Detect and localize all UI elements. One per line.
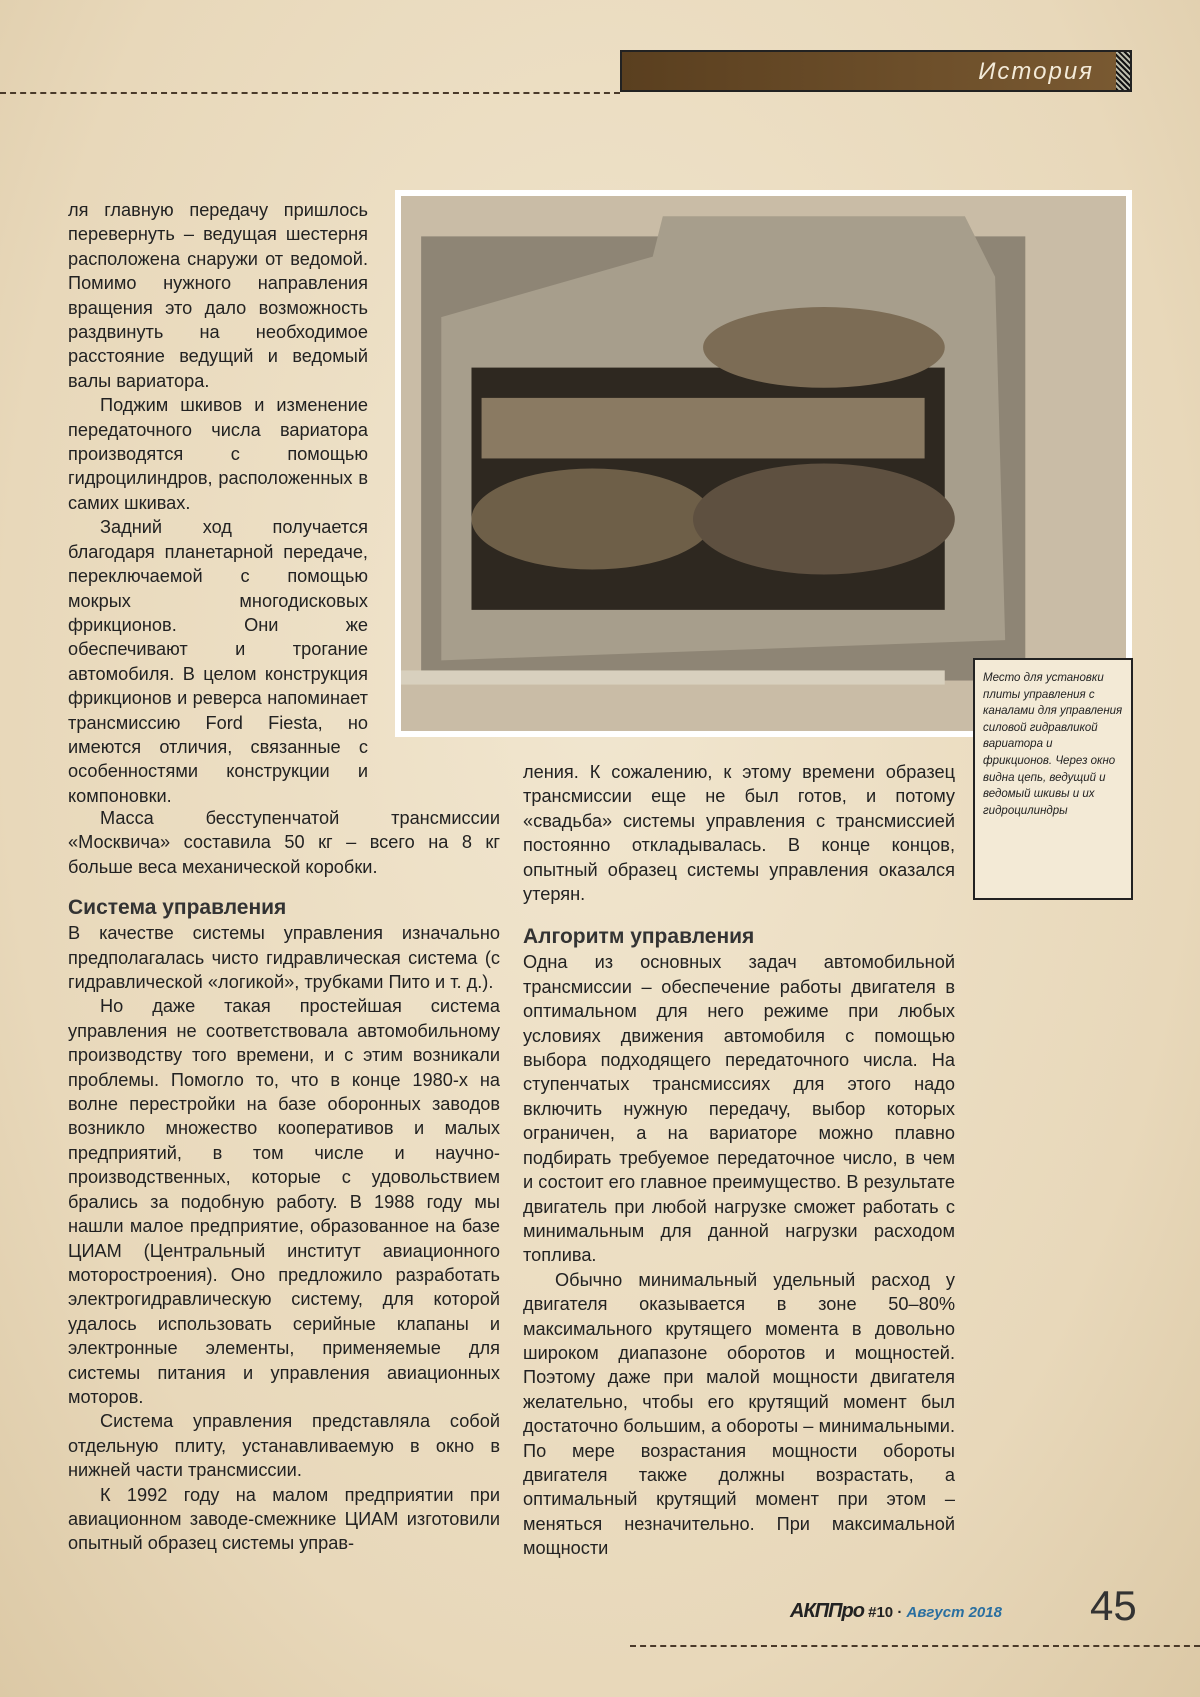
paragraph: Обычно минимальный удельный расход у двигателя оказывается в зоне 50–80% максимального крутящего момента в довольно широком диапазоне оборотов и мощностей. Поэтому даже при малой мощности двигателя желательно, чтобы его крутящий момент был достаточно большим, а обороты – минимальными. По мере возрастания мощности обороты двигателя также должны возрастать, а оптимальный крутящий момент при этом – меняться незначительно. При максимальной мощности xyxy=(523,1269,955,1559)
magazine-logo: АКППро xyxy=(790,1600,864,1622)
paragraph: Задний ход получается благодаря планетарной передаче, переключаемой с помощью мокрых многодисковых фрикционов. Они же обеспечивают и трогание автомобиля. В целом конструкция фрикционов и реверса напоминает трансмиссию Ford Fiesta, но имеются отличия, связанные с особенностями конструкции и компоновки. xyxy=(68,517,368,806)
section-title: История xyxy=(978,58,1094,85)
paragraph: Поджим шкивов и изменение передаточного числа вариатора производятся с помощью гидроцилиндров, расположенных в самих шкивах. xyxy=(68,395,368,513)
page-number: 45 xyxy=(1090,1582,1137,1629)
paragraph: ления. К сожалению, к этому времени образец трансмиссии еще не был готов, и потому «свадьба» системы управления с трансмиссией постоянно откладывалась. В конце концов, опытный образец системы управления оказался утерян. xyxy=(523,762,955,905)
paragraph: Одна из основных задач автомобильной трансмиссии – обеспечение работы двигателя в оптимальном для него режиме при любых условиях движения автомобиля с помощью выбора подходящего передаточного числа. На ступенчатых трансмиссиях для этого надо включить нужную передачу, выбор которых ограничен, а на вариаторе можно плавно подбирать требуемое передаточное число, в чем и состоит его главное преимущество. В результате двигатель при любой нагрузке сможет работать с минимальным для данной нагрузки расходом топлива. xyxy=(523,952,955,1266)
footer-rule xyxy=(630,1645,1200,1647)
paragraph: К 1992 году на малом предприятии при авиационном заводе-смежнике ЦИАМ изготовили опытный образец системы управ- xyxy=(68,1484,500,1554)
paragraph: Но даже такая простейшая система управления не соответствовала автомобильному производству того времени, и с этим возникали проблемы. Помогло то, что в конце 1980-х на волне перестройки на базе оборонных заводов возникло множество кооперативов и малых предприятий, в том числе и научно-производственных, которые с удовольствием брались за подобную работу. В 1988 году мы нашли малое предприятие, образованное на базе ЦИАМ (Центральный институт авиационного моторостроения). Оно предложило разработать электрогидравлическую систему, для которой удалось использовать серийные клапаны и электронные элементы, применяемые для системы питания и управления авиационных моторов. xyxy=(68,996,500,1407)
paragraph: ля главную передачу пришлось перевернуть – ведущая шестерня расположена снаружи от ведомой. Помимо нужного направления вращения это дало возможность раздвинуть на необходимое расстояние ведущий и ведомый валы вариатора. xyxy=(68,200,368,391)
paragraph: Система управления представляла собой отдельную плиту, устанавливаемую в окно в нижней части трансмиссии. xyxy=(68,1411,500,1481)
section-heading: Алгоритм управления xyxy=(523,925,755,949)
header-rule xyxy=(0,92,620,94)
section-header xyxy=(620,50,1132,92)
header-hatch xyxy=(1116,52,1130,90)
photo-image xyxy=(401,196,1126,731)
transmission-photo xyxy=(395,190,1132,737)
footer: АКППро #10 · Август 2018 xyxy=(790,1600,1002,1622)
issue-date: Август 2018 xyxy=(906,1604,1002,1621)
photo-caption: Место для установки плиты управления с каналами для управления силовой гидравликой вариатора и фрикционов. Через окно видна цепь, ведущий и ведомый шкивы и их гидроцилиндры xyxy=(973,658,1133,900)
issue-number: #10 xyxy=(868,1604,894,1621)
column-1-bottom xyxy=(68,806,500,1556)
paragraph: Масса бесступенчатой трансмиссии «Москвича» составила 50 кг – всего на 8 кг больше веса механической коробки. xyxy=(68,808,500,877)
column-1-top xyxy=(68,198,368,808)
section-heading: Система управления xyxy=(68,896,287,920)
paragraph: В качестве системы управления изначально предполагалась чисто гидравлическая система (с гидравлической «логикой», трубками Пито и т. д.). xyxy=(68,923,500,993)
column-2 xyxy=(523,760,955,1561)
